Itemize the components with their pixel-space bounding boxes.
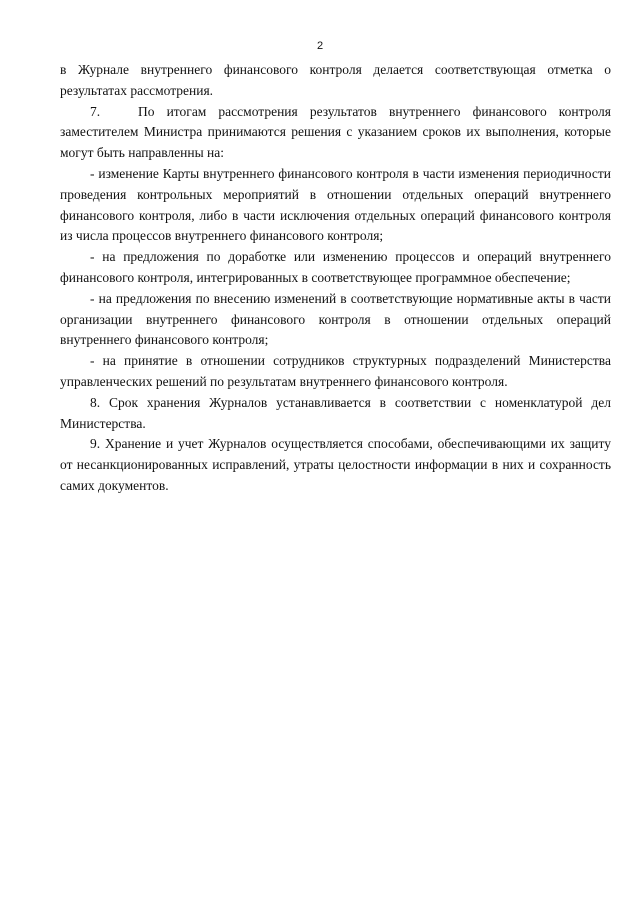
paragraph-9: 9. Хранение и учет Журналов осуществляется способами, обеспечивающими их защиту от несанкционированных исправлений, утраты целостности информации в них и сохранность самих документов.: [60, 436, 611, 493]
paragraph-7-text: По итогам рассмотрения результатов внутреннего финансового контроля заместителем Министра принимаются решения с указанием сроков их выполнения, которые могут быть направленны на:: [60, 103, 611, 161]
paragraph-7-number: 7.: [90, 103, 101, 119]
bullet-item-3: - на предложения по внесению изменений в соответствующие нормативные акты в части организации внутреннего финансового контроля в отношении отдельных операций внутреннего финансового контроля;: [60, 290, 611, 348]
document-body: [60, 60, 611, 497]
paragraph-continuation: в Журнале внутреннего финансового контроля делается соответствующая отметка о результатах рассмотрения.: [60, 62, 611, 98]
bullet-item-1: - изменение Карты внутреннего финансового контроля в части изменения периодичности проведения контрольных мероприятий в отношении отдельных операций внутреннего финансового контроля, либо в части исключения отдельных операций финансового контроля из числа процессов внутреннего финансового контроля;: [60, 165, 611, 244]
page-number: 2: [316, 40, 324, 52]
paragraph-7: [60, 102, 611, 164]
bullet-item-4: - на принятие в отношении сотрудников структурных подразделений Министерства управленческих решений по результатам внутреннего финансового контроля.: [60, 353, 611, 389]
paragraph-8: 8. Срок хранения Журналов устанавливается в соответствии с номенклатурой дел Министерства.: [60, 394, 611, 431]
bullet-item-2: - на предложения по доработке или изменению процессов и операций внутреннего финансового контроля, интегрированных в соответствующее программное обеспечение;: [60, 249, 611, 285]
